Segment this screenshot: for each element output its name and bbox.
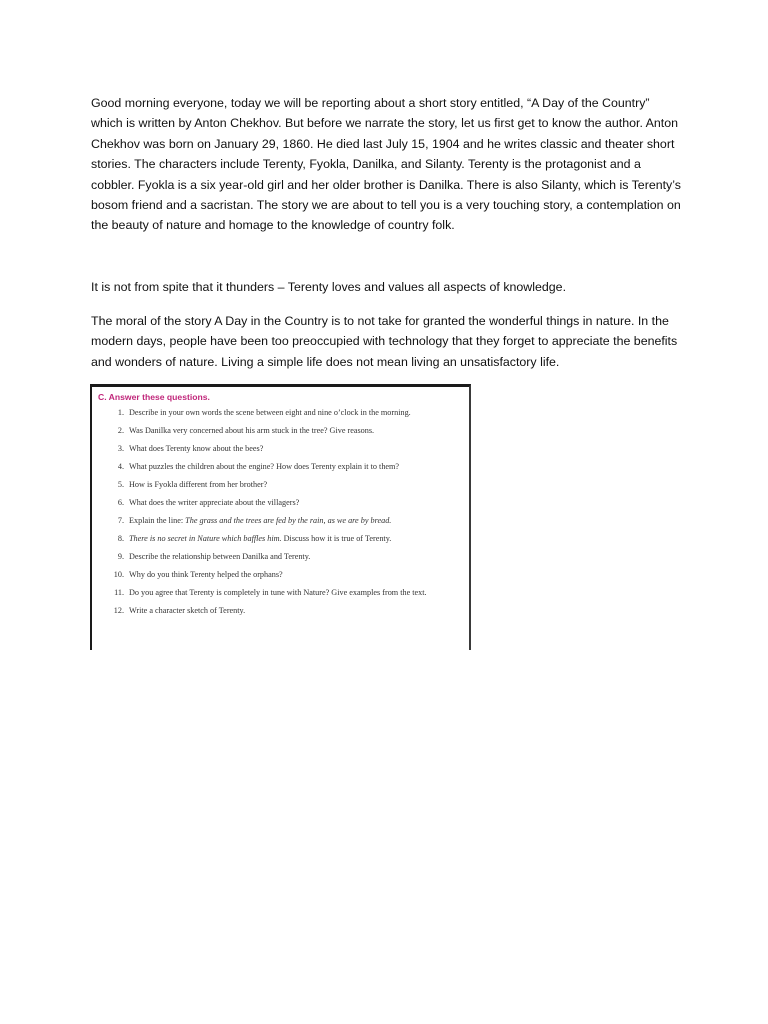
question-text: What puzzles the children about the engine? How does Terenty explain it to them?: [129, 462, 400, 471]
question-suffix: Discuss how it is true of Terenty.: [281, 534, 392, 543]
question-text: What does the writer appreciate about the villagers?: [129, 498, 300, 507]
question-number: 1.: [117, 408, 124, 417]
question-quote: The grass and the trees are fed by the rain, as we are by bread.: [185, 516, 392, 525]
question-text: Why do you think Terenty helped the orphans?: [129, 570, 283, 579]
question-text: Write a character sketch of Terenty.: [129, 606, 246, 615]
question-item: [92, 425, 464, 436]
moral-paragraph: The moral of the story A Day in the Country is to not take for granted the wonderful things in nature. In the modern days, people have been too preoccupied with technology that they forget to appreciate the benefits and wonders of nature. Living a simple life does not mean living an unsatisfactory life.: [91, 314, 678, 369]
question-number: 8.: [117, 534, 124, 543]
question-item: [92, 515, 464, 526]
question-number: 2.: [117, 426, 124, 435]
question-prefix: Explain the line:: [129, 516, 186, 525]
exercise-image: [90, 384, 471, 650]
question-item: [92, 533, 464, 544]
question-text: Do you agree that Terenty is completely in tune with Nature? Give examples from the text.: [129, 588, 427, 597]
question-quote: There is no secret in Nature which baffles him.: [129, 534, 282, 543]
question-text: Was Danilka very concerned about his arm stuck in the tree? Give reasons.: [129, 426, 375, 435]
question-text: Describe in your own words the scene between eight and nine o’clock in the morning.: [129, 408, 411, 417]
question-item: [92, 569, 464, 580]
question-text: Describe the relationship between Danilka and Terenty.: [129, 552, 311, 561]
question-item: [92, 479, 464, 490]
question-text: What does Terenty know about the bees?: [129, 444, 264, 453]
question-item: [92, 443, 464, 454]
question-item: [92, 587, 464, 598]
question-number: 6.: [117, 498, 124, 507]
question-list: [92, 407, 464, 623]
exercise-heading: C. Answer these questions.: [98, 392, 210, 402]
intro-paragraph: Good morning everyone, today we will be reporting about a short story entitled, “A Day of the Country” which is written by Anton Chekhov. But before we narrate the story, let us first get to know the author. Anton Chekhov was born on January 29, 1860. He died last July 15, 1904 and he writes classic and theater short stories. The characters include Terenty, Fyokla, Danilka, and Silanty. Terenty is the protagonist and a cobbler. Fyokla is a six year-old girl and her older brother is Danilka. There is also Silanty, which is Terenty’s bosom friend and a sacristan. The story we are about to tell you is a very touching story, a contemplation on the beauty of nature and homage to the knowledge of country folk.: [91, 96, 681, 233]
question-number: 3.: [117, 444, 124, 453]
question-number: 4.: [117, 462, 124, 471]
question-text: How is Fyokla different from her brother?: [129, 480, 268, 489]
question-number: 5.: [117, 480, 124, 489]
question-number: 11.: [114, 588, 124, 597]
question-item: [92, 605, 464, 616]
question-item: [92, 497, 464, 508]
question-number: 12.: [113, 606, 124, 615]
question-text: [129, 515, 464, 526]
question-number: 10.: [113, 570, 124, 579]
question-item: [92, 407, 464, 418]
question-item: [92, 551, 464, 562]
question-number: 7.: [117, 516, 124, 525]
question-item: [92, 461, 464, 472]
question-text: [129, 533, 464, 544]
question-number: 9.: [117, 552, 124, 561]
thunder-paragraph: It is not from spite that it thunders – Terenty loves and values all aspects of knowledge.: [91, 280, 567, 294]
